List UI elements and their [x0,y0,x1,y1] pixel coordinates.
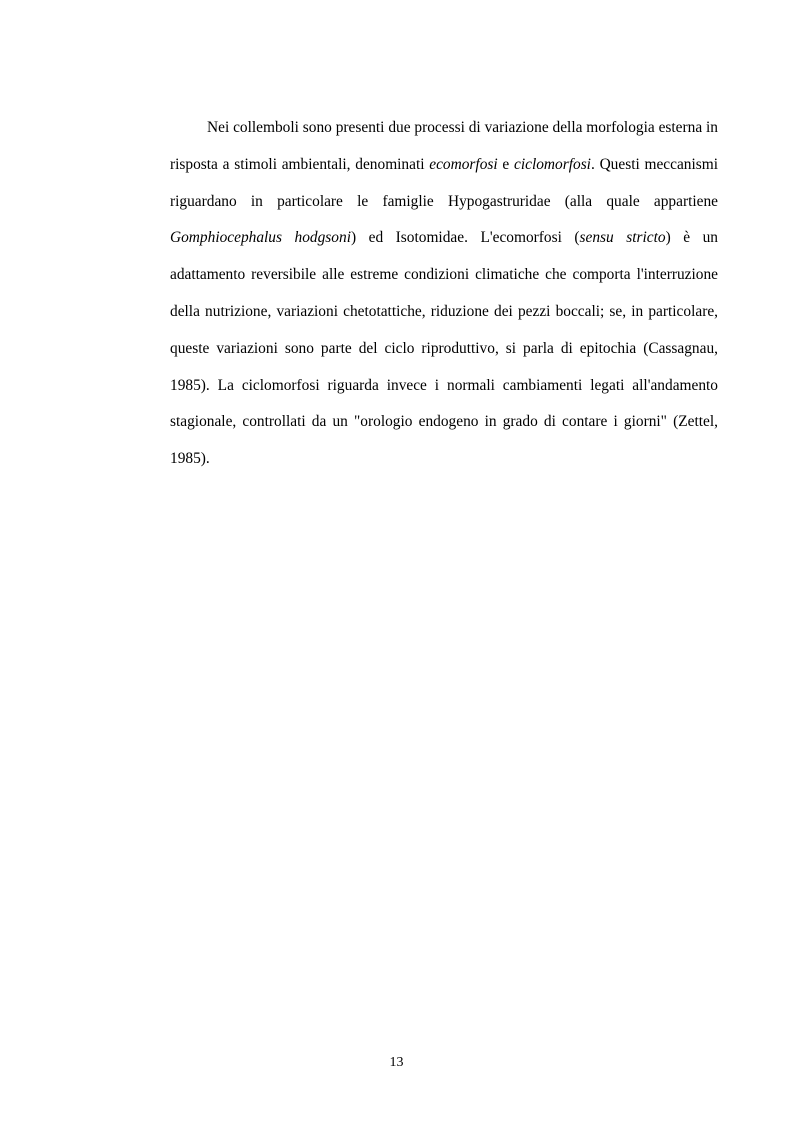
body-paragraph [170,110,718,478]
page-number: 13 [389,1055,404,1070]
text-segment-4: ) ed Isotomidae. L'ecomorfosi ( [350,229,580,247]
text-segment-1: Nei collemboli sono presenti due processi di variazione della morfologia esterna in risposta a stimoli ambientali, denominati [170,119,718,173]
text-segment-5: ) è un adattamento reversibile alle estreme condizioni climatiche che comporta l'interruzione della nutrizione, variazioni chetotattiche, riduzione dei pezzi boccali; se, in particolare, queste variazioni sono parte del ciclo riproduttivo, si parla di epitochia (Cassagnau, 1985). La ciclomorfosi riguarda invece i normali cambiamenti legati all'andamento stagionale, controllati da un "orologio endogeno in grado di contare i giorni" (Zettel, 1985). [170,229,719,468]
species-name: Gomphiocephalus hodgsoni [170,229,351,247]
term-ecomorfosi: ecomorfosi [429,155,498,173]
text-segment-2: e [497,155,515,173]
term-ciclomorfosi: ciclomorfosi [514,155,591,173]
text-segment-3: . Questi meccanismi riguardano in particolare le famiglie Hypogastruridae (alla quale appartiene [170,155,719,210]
term-sensu-stricto: sensu stricto [579,229,666,247]
